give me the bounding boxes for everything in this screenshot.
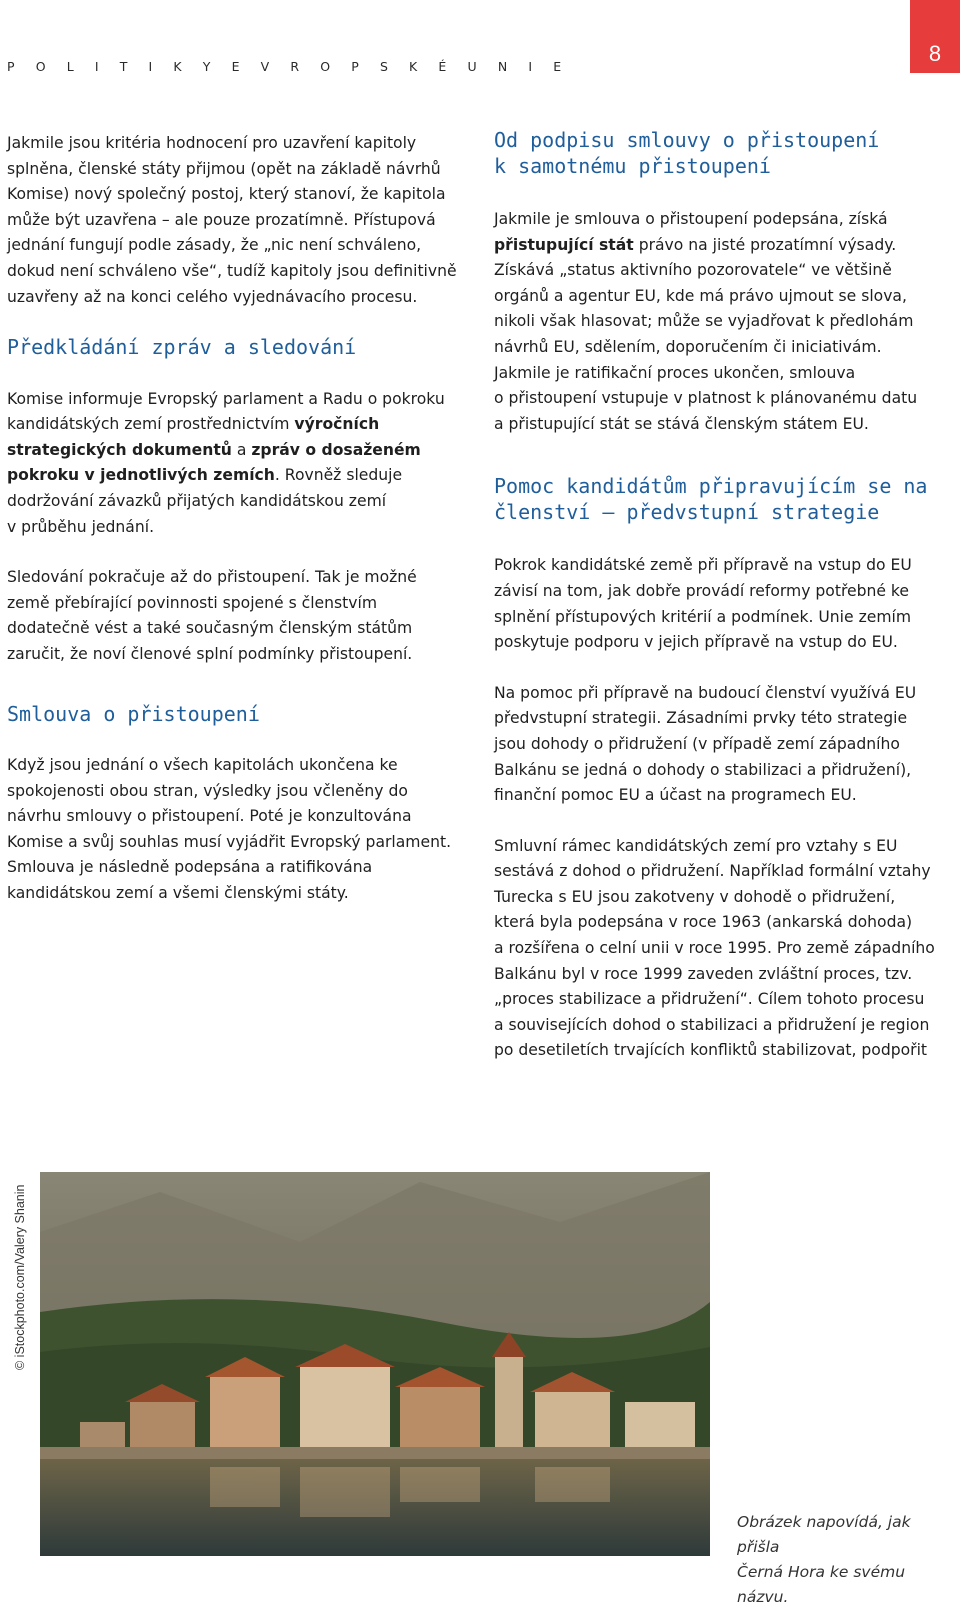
page-number-tab xyxy=(910,0,960,73)
photo-credit: © iStockphoto.com/Valery Shanin xyxy=(13,1184,27,1370)
paragraph-acceding-state: Jakmile je smlouva o přistoupení podepsána, získá přistupující stát právo na jisté prozatímní výsady. Získává „status aktivního pozorovatele“ ve většině orgánů a agentur EU, kde má právo ujmout se slova, nikoli však hlasovat; může se vyjadřovat k předlohám návrhů EU, sdělením, doporučením či iniciativám. Jakmile je ratifikační proces ukončen, smlouva o přistoupení vstupuje v platnost k plánovanému datu a přistupující stát se stává členským státem EU. xyxy=(494,210,918,433)
heading-pre-accession-strategy: Pomoc kandidátům připravujícím se na členství – předvstupní strategie xyxy=(494,474,928,524)
paragraph-treaty: Když jsou jednání o všech kapitolách ukončena ke spokojenosti obou stran, výsledky jsou včleněny do návrhu smlouvy o přistoupení. Poté je konzultována Komise a svůj souhlas musí vyjádřit Evropský parlament. Smlouva je následně podepsána a ratifikována kandidátskou zemí a všemi členskými státy. xyxy=(7,756,452,903)
montenegro-coast-illustration xyxy=(40,1172,710,1556)
page-number: 8 xyxy=(928,41,942,66)
paragraph-contractual-framework: Smluvní rámec kandidátských zemí pro vztahy s EU sestává z dohod o přidružení. Například formální vztahy Turecka s EU jsou zakotveny v dohodě o přidružení, která byla podepsána v roce 1963 (ankarská dohoda) a rozšířena o celní unii v roce 1995. Pro země západního Balkánu byl v roce 1999 zaveden zvláštní proces, tzv. „proces stabilizace a přidružení“. Cílem tohoto procesu a souvisejících dohod o stabilizaci a přidružení je region po desetiletích trvajících konfliktů stabilizovat, podpořit xyxy=(494,836,935,1060)
heading-reports-monitoring: Předkládání zpráv a sledování xyxy=(7,335,357,360)
paragraph-chapter-closure: Jakmile jsou kritéria hodnocení pro uzavření kapitoly splněna, členské státy přijmou (opět na základě návrhů Komise) nový společný postoj, který stanoví, že kapitola může být uzavřena – ale pouze prozatímně. Přístupová jednání fungují podle zásady, že „nic není schváleno, dokud není schváleno vše“, tudíž kapitoly jsou definitivně uzavřeny až na konci celého vyjednávacího procesu. xyxy=(7,134,457,306)
photo-caption: Obrázek napovídá, jak přišla Černá Hora ke svému názvu. xyxy=(737,1513,911,1606)
paragraph-pre-accession-strategy: Na pomoc při přípravě na budoucí členství využívá EU předvstupní strategii. Zásadními prvky této strategie jsou dohody o přidružení (v případě zemí západního Balkánu se jedná o dohody o stabilizaci a přidružení), finanční pomoc EU a účast na programech EU. xyxy=(494,683,917,805)
right-column xyxy=(494,128,960,1089)
section-title: P O L I T I K Y E V R O P S K É U N I E xyxy=(7,59,570,74)
paragraph-monitoring: Sledování pokračuje až do přistoupení. Tak je možné země přebírající povinnosti spojené s členstvím dodatečně vést a také současným členským státům zaručit, že noví členové splní podmínky přistoupení. xyxy=(7,568,417,663)
heading-accession-treaty: Smlouva o přistoupení xyxy=(7,701,260,726)
paragraph-candidate-progress: Pokrok kandidátské země při přípravě na vstup do EU závisí na tom, jak dobře provádí reformy potřebné ke splnění přístupových kritérií a podmínek. Unie zemím poskytuje podporu v jejich přípravě na vstup do EU. xyxy=(494,556,912,652)
montenegro-photo xyxy=(40,1172,710,1556)
heading-signing-to-accession: Od podpisu smlouvy o přistoupení k samotnému přistoupení xyxy=(494,128,880,178)
left-column xyxy=(7,131,477,932)
paragraph-commission-reports: Komise informuje Evropský parlament a Radu o pokroku kandidátských zemí prostřednictvím výročních strategických dokumentů a zpráv o dosaženém pokroku v jednotlivých zemích. Rovněž sleduje dodržování závazků přijatých kandidátskou zemí v průběhu jednání. xyxy=(7,389,445,536)
